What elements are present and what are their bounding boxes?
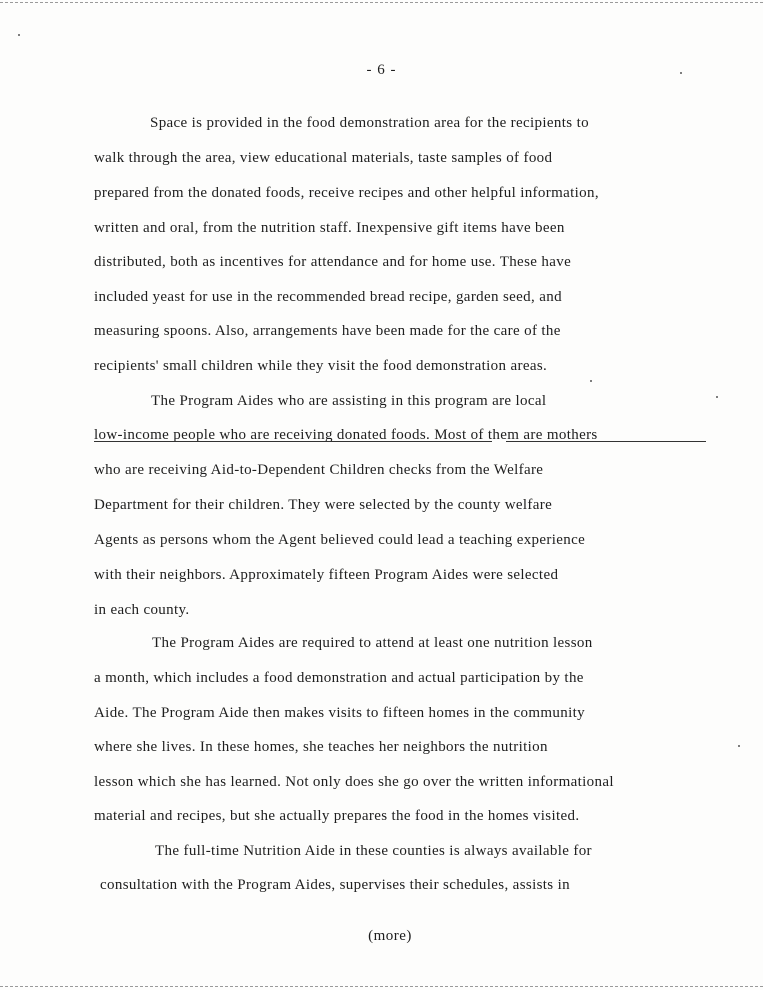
text-line: recipients' small children while they visit the food demonstration areas. [94,358,548,374]
scan-speck [18,34,20,36]
text-line: The Program Aides who are assisting in this program are local [151,393,547,409]
text-line: with their neighbors. Approximately fifteen Program Aides were selected [94,567,559,583]
text-line: Department for their children. They were selected by the county welfare [94,497,553,513]
text-line: prepared from the donated foods, receive recipes and other helpful information, [94,185,599,201]
scan-underline [506,441,706,442]
top-page-edge [0,2,763,3]
text-line: who are receiving Aid-to-Dependent Children checks from the Welfare [94,462,544,478]
text-line: where she lives. In these homes, she teaches her neighbors the nutrition [94,739,548,755]
text-line: distributed, both as incentives for attendance and for home use. These have [94,254,572,270]
text-line: a month, which includes a food demonstration and actual participation by the [94,670,584,686]
text-line: lesson which she has learned. Not only does she go over the written informational [94,774,614,790]
text-line: measuring spoons. Also, arrangements have been made for the care of the [94,323,561,339]
text-line: Aide. The Program Aide then makes visits to fifteen homes in the community [94,705,585,721]
bottom-page-edge [0,986,763,987]
text-line: material and recipes, but she actually prepares the food in the homes visited. [94,808,580,824]
text-line: walk through the area, view educational materials, taste samples of food [94,150,553,166]
text-line: consultation with the Program Aides, supervises their schedules, assists in [100,877,570,893]
scan-speck [738,745,740,747]
continuation-marker: (more) [368,928,412,944]
scan-underline [94,441,492,442]
text-line: Agents as persons whom the Agent believed could lead a teaching experience [94,532,586,548]
text-line: included yeast for use in the recommended bread recipe, garden seed, and [94,289,562,305]
text-line: The Program Aides are required to attend at least one nutrition lesson [152,635,593,651]
scan-speck [680,72,682,74]
text-line: The full-time Nutrition Aide in these counties is always available for [155,843,592,859]
text-line: written and oral, from the nutrition staff. Inexpensive gift items have been [94,220,565,236]
text-line: Space is provided in the food demonstration area for the recipients to [150,115,589,131]
text-line: in each county. [94,602,190,618]
scan-speck [716,396,718,398]
text-line: low-income people who are receiving donated foods. Most of them are mothers [94,427,598,443]
page-number: - 6 - [366,62,397,78]
scan-speck [590,380,592,382]
